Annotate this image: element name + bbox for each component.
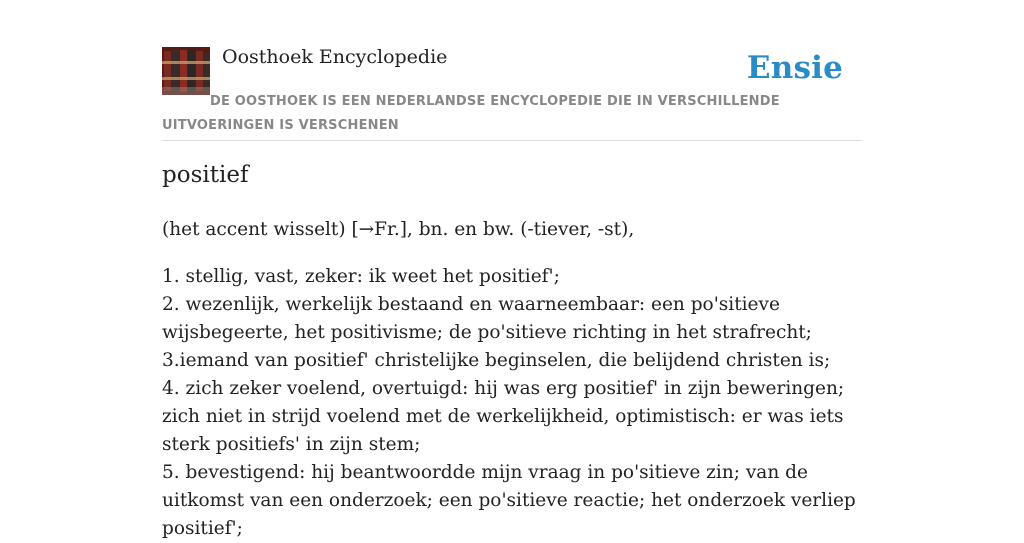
definition-item: 5. bevestigend: hij beantwoordde mijn vraag in po'sitieve zin; van de uitkomst van een onderzoek; een po'sitieve reactie; het onderzoek verliep positief'; bbox=[162, 462, 856, 539]
site-name[interactable]: Oosthoek Encyclopedie bbox=[222, 46, 448, 68]
article-title: positief bbox=[162, 162, 249, 188]
site-tagline: DE OOSTHOEK IS EEN NEDERLANDSE ENCYCLOPEDIE DIE IN VERSCHILLENDE UITVOERINGEN IS VERSCHENEN bbox=[162, 94, 780, 133]
definition-item: 3.iemand van positief' christelijke beginselen, die belijdend christen is; bbox=[162, 350, 831, 371]
definition-item: 4. zich zeker voelend, overtuigd: hij was erg positief' in zijn beweringen; zich niet in strijd voelend met de werkelijkheid, optimistisch: er was iets sterk positiefs' in zijn stem; bbox=[162, 378, 845, 455]
ensie-logo-link[interactable]: Ensie bbox=[746, 50, 843, 86]
definition-list bbox=[162, 263, 862, 543]
page-container bbox=[162, 0, 862, 539]
site-header bbox=[162, 0, 862, 141]
article-intro: (het accent wisselt) [→Fr.], bn. en bw. (-tiever, -st), bbox=[162, 219, 635, 240]
definition-item: 1. stellig, vast, zeker: ik weet het positief'; bbox=[162, 266, 560, 287]
definition-item: 2. wezenlijk, werkelijk bestaand en waarneembaar: een po'sitieve wijsbegeerte, het positivisme; de po'sitieve richting in het strafrecht; bbox=[162, 294, 812, 343]
encyclopedia-books-icon[interactable] bbox=[162, 47, 210, 95]
